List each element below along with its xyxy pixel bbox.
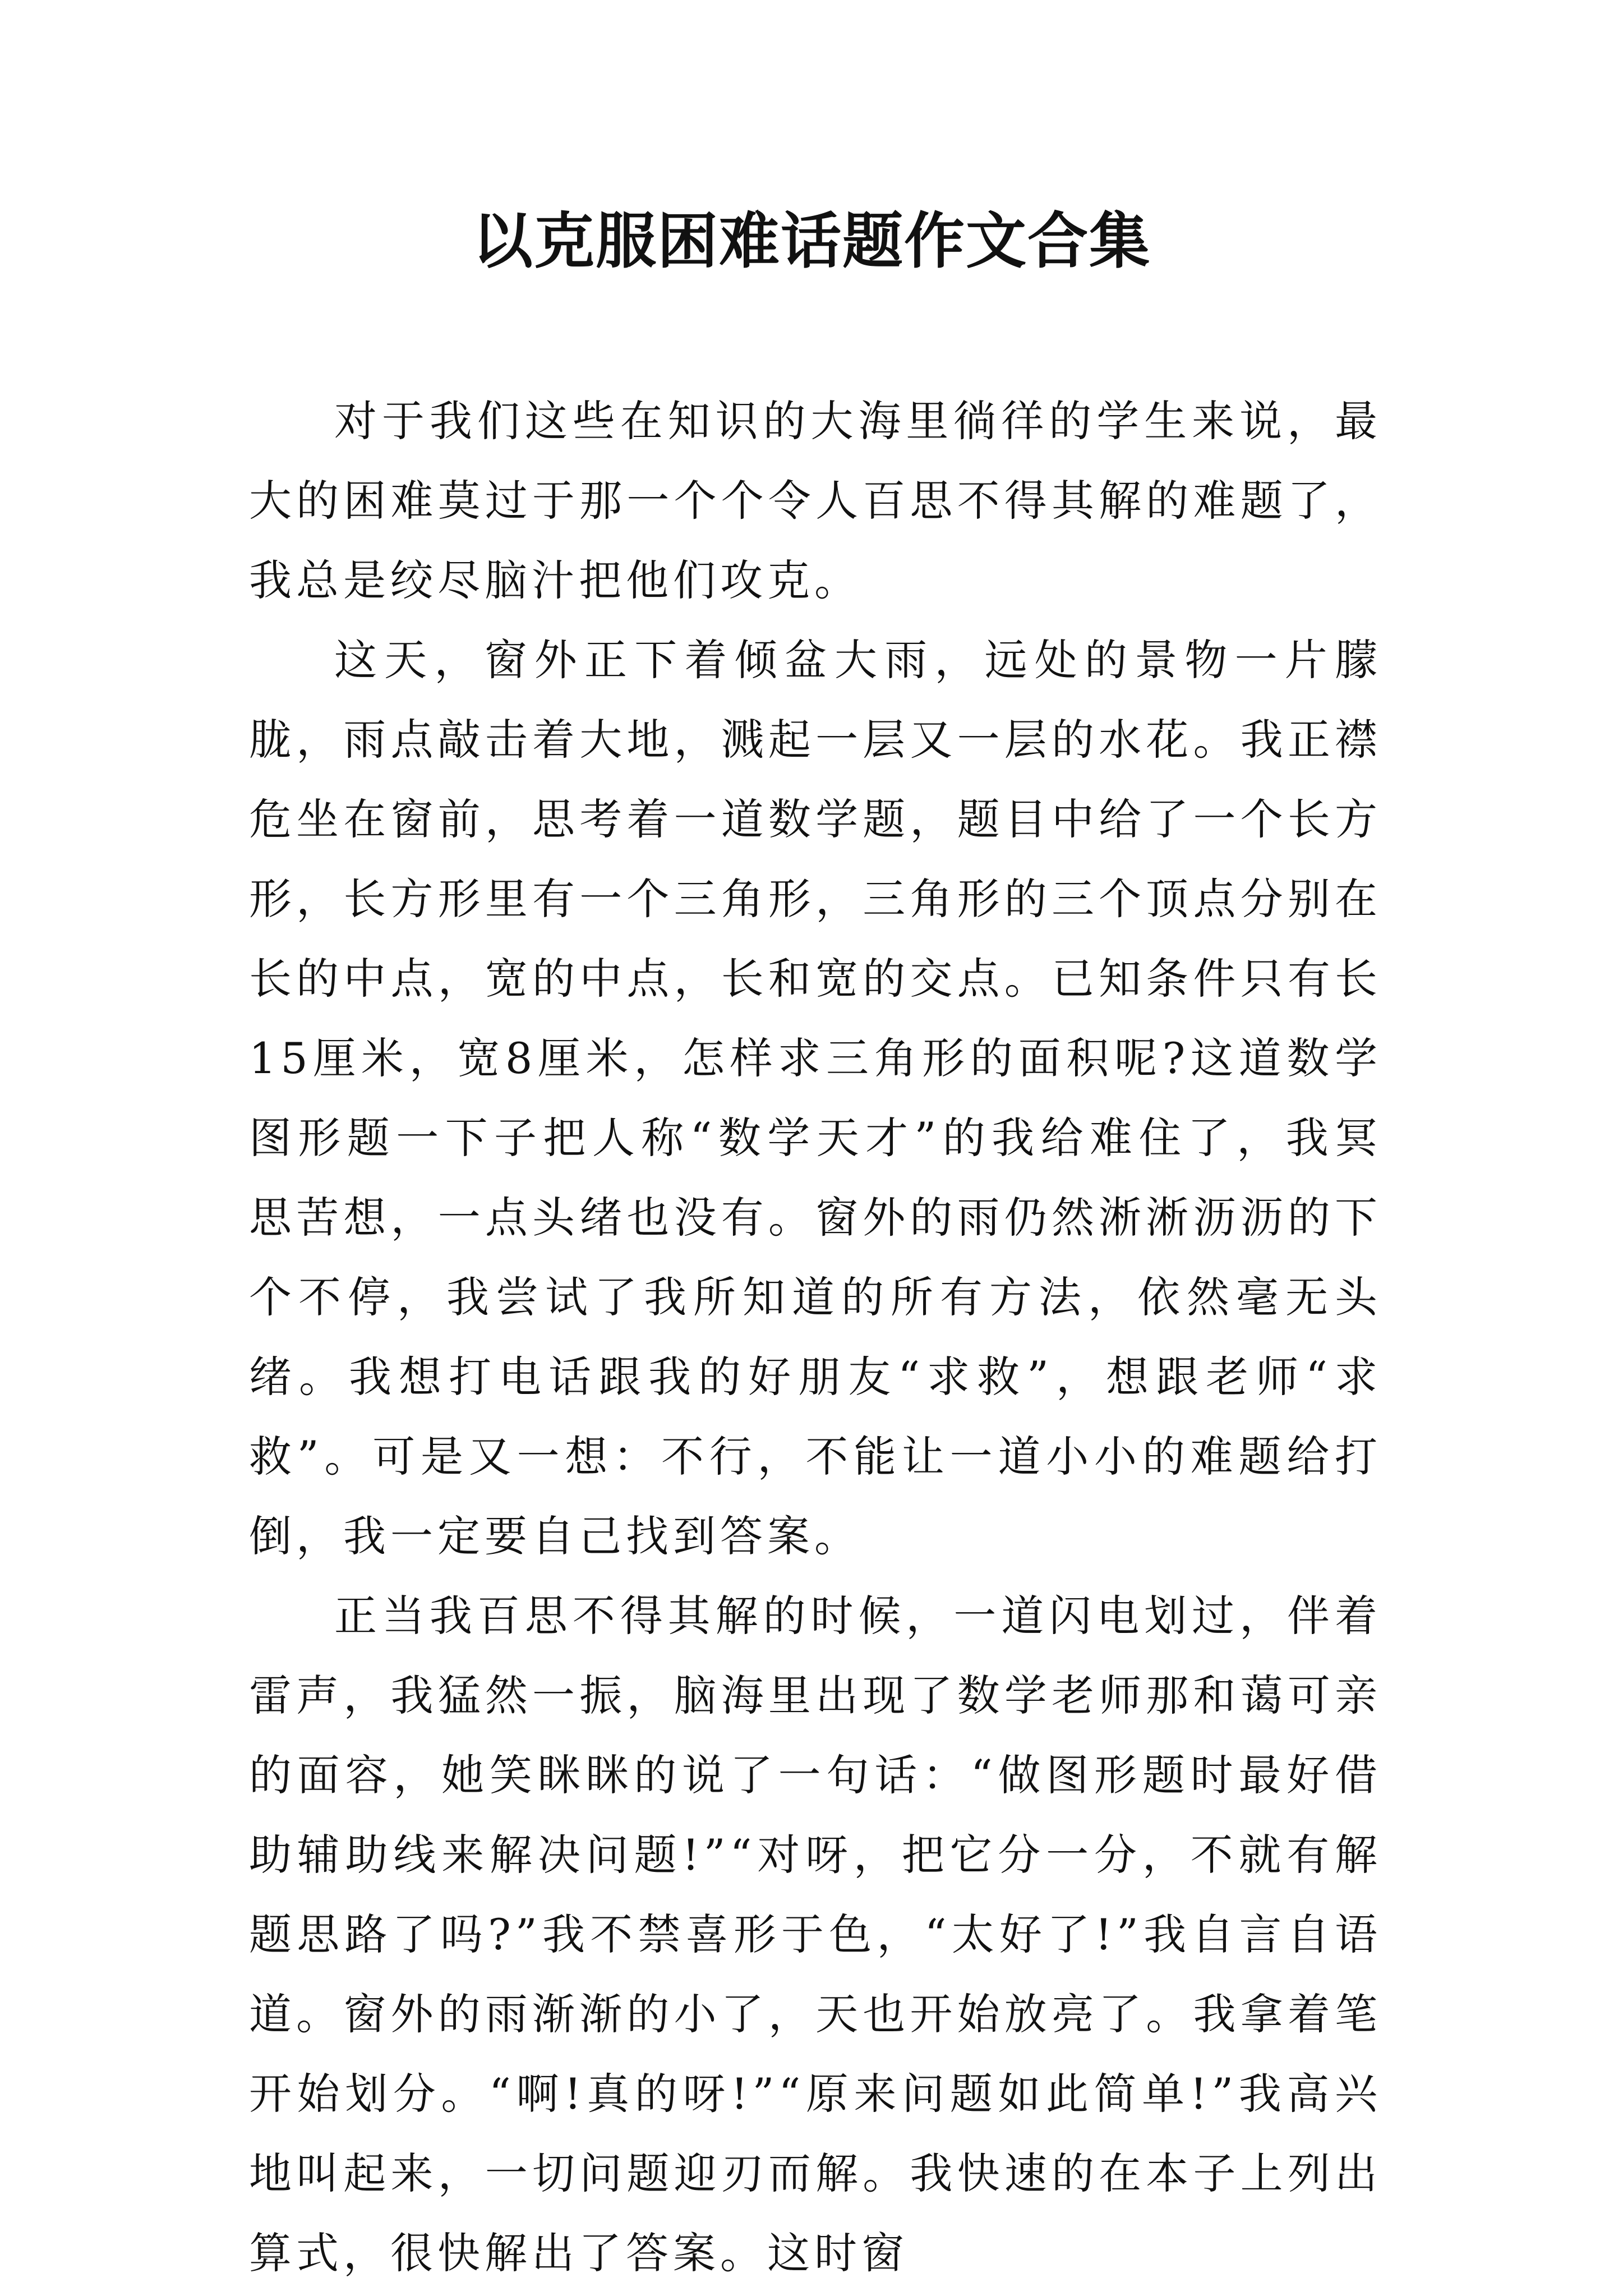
document-body xyxy=(249,381,1382,2293)
paragraph-2: 这天，窗外正下着倾盆大雨，远处的景物一片朦胧，雨点敲击着大地，溅起一层又一层的水花。我正襟危坐在窗前，思考着一道数学题，题目中给了一个长方形，长方形里有一个三角形，三角形的三个顶点分别在长的中点，宽的中点，长和宽的交点。已知条件只有长15厘米，宽8厘米，怎样求三角形的面积呢?这道数学图形题一下子把人称“数学天才”的我给难住了，我冥思苦想，一点头绪也没有。窗外的雨仍然淅淅沥沥的下个不停，我尝试了我所知道的所有方法，依然毫无头绪。我想打电话跟我的好朋友“求救”，想跟老师“求救”。可是又一想：不行，不能让一道小小的难题给打倒，我一定要自己找到答案。 xyxy=(249,635,1382,1561)
document-title: 以克服困难话题作文合集 xyxy=(472,206,1151,277)
paragraph-1: 对于我们这些在知识的大海里徜徉的学生来说，最大的困难莫过于那一个个令人百思不得其解的难题了，我总是绞尽脑汁把他们攻克。 xyxy=(249,396,1382,605)
paragraph-3: 正当我百思不得其解的时候，一道闪电划过，伴着雷声，我猛然一振，脑海里出现了数学老师那和蔼可亲的面容，她笑眯眯的说了一句话：“做图形题时最好借助辅助线来解决问题!”“对呀，把它分一分，不就有解题思路了吗?”我不禁喜形于色，“太好了!”我自言自语道。窗外的雨渐渐的小了，天也开始放亮了。我拿着笔开始划分。“啊!真的呀!”“原来问题如此简单!”我高兴地叫起来，一切问题迎刃而解。我快速的在本子上列出算式，很快解出了答案。这时窗 xyxy=(249,1591,1382,2278)
